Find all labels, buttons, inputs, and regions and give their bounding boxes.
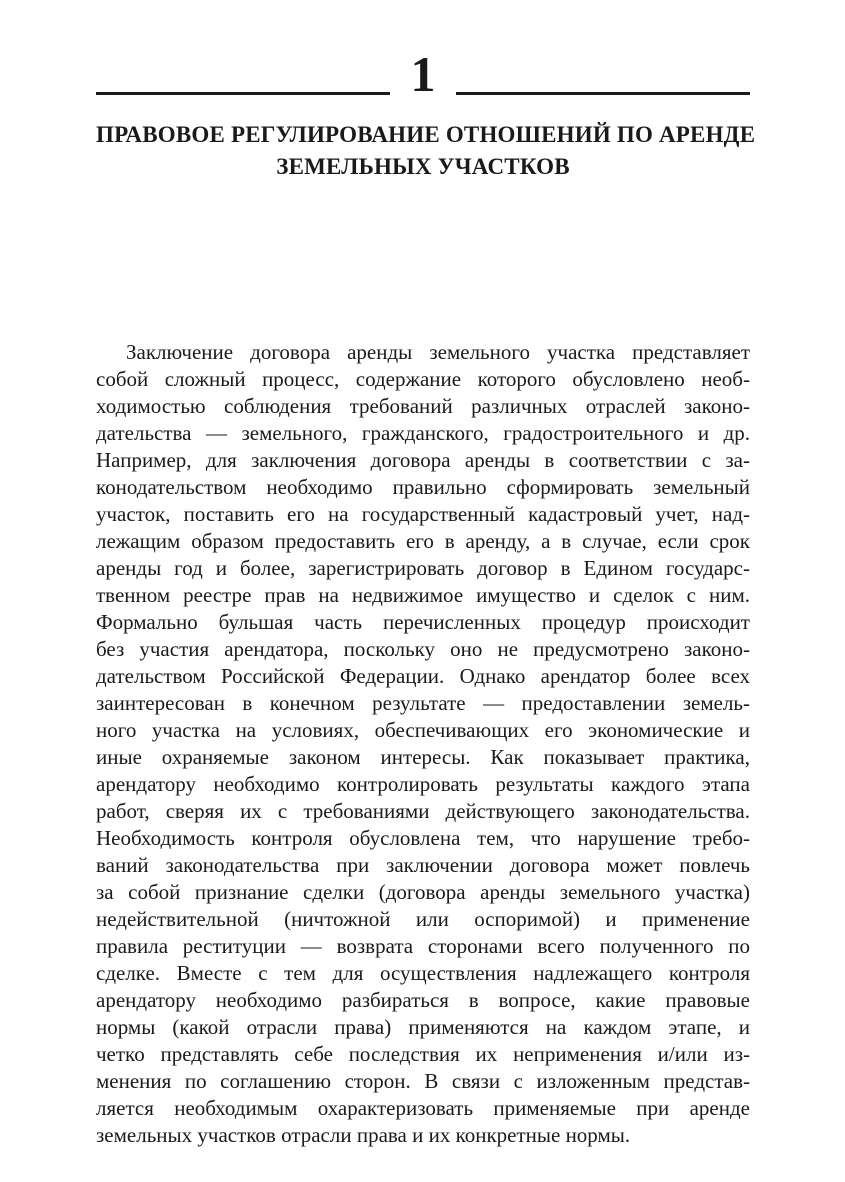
text-line: дательства — земельного, гражданского, градостроительного и др. xyxy=(96,421,750,445)
chapter-number: 1 xyxy=(410,46,436,102)
text-line: аренды год и более, зарегистрировать договор в Едином государс- xyxy=(96,556,750,580)
chapter-title-line: ЗЕМЕЛЬНЫХ УЧАСТКОВ xyxy=(276,154,570,179)
text-line: ного участка на условиях, обеспечивающих его экономические и xyxy=(96,718,750,742)
text-line: дательством Российской Федерации. Однако арендатор более всех xyxy=(96,664,750,688)
chapter-title-line: ПРАВОВОЕ РЕГУЛИРОВАНИЕ ОТНОШЕНИЙ ПО АРЕНДЕ xyxy=(96,122,756,147)
text-line: сделке. Вместе с тем для осуществления надлежащего контроля xyxy=(96,961,750,985)
text-line: ляется необходимым охарактеризовать применяемые при аренде xyxy=(96,1096,750,1120)
text-line: собой сложный процесс, содержание которого обусловлено необ- xyxy=(96,367,750,391)
text-line: без участия арендатора, поскольку оно не предусмотрено законо- xyxy=(96,637,750,661)
chapter-title xyxy=(96,119,756,183)
text-line: работ, сверяя их с требованиями действующего законодательства. xyxy=(96,799,750,823)
text-line: ваний законодательства при заключении договора может повлечь xyxy=(96,853,750,877)
text-line: менения по соглашению сторон. В связи с изложенным представ- xyxy=(96,1069,750,1093)
text-line: Например, для заключения договора аренды в соответствии с за- xyxy=(96,448,750,472)
text-line: лежащим образом предоставить его в аренду, а в случае, если срок xyxy=(96,529,750,553)
text-line: недействительной (ничтожной или оспоримой) и применение xyxy=(96,907,750,931)
text-line: Необходимость контроля обусловлена тем, что нарушение требо- xyxy=(96,826,750,850)
text-line: участок, поставить его на государственный кадастровый учет, над- xyxy=(96,502,750,526)
text-line: иные охраняемые законом интересы. Как показывает практика, xyxy=(96,745,750,769)
body-paragraph xyxy=(96,339,750,1149)
text-line: за собой признание сделки (договора аренды земельного участка) xyxy=(96,880,750,904)
text-line: заинтересован в конечном результате — предоставлении земель- xyxy=(96,691,750,715)
text-line: Заключение договора аренды земельного участка представляет xyxy=(126,340,750,364)
text-line: конодательством необходимо правильно сформировать земельный xyxy=(96,475,750,499)
text-line: Формально бульшая часть перечисленных процедур происходит xyxy=(96,610,750,634)
text-line: правила реституции — возврата сторонами всего полученного по xyxy=(96,934,750,958)
chapter-rule-right xyxy=(456,92,750,95)
text-line: нормы (какой отрасли права) применяются на каждом этапе, и xyxy=(96,1015,750,1039)
text-line: четко представлять себе последствия их неприменения и/или из- xyxy=(96,1042,750,1066)
chapter-rule-left xyxy=(96,92,390,95)
text-line: арендатору необходимо разбираться в вопросе, какие правовые xyxy=(96,988,750,1012)
text-line: земельных участков отрасли права и их конкретные нормы. xyxy=(96,1123,631,1147)
text-line: арендатору необходимо контролировать результаты каждого этапа xyxy=(96,772,750,796)
chapter-header xyxy=(96,46,750,102)
text-line: твенном реестре прав на недвижимое имущество и сделок с ним. xyxy=(96,583,750,607)
text-line: ходимостью соблюдения требований различных отраслей законо- xyxy=(96,394,750,418)
